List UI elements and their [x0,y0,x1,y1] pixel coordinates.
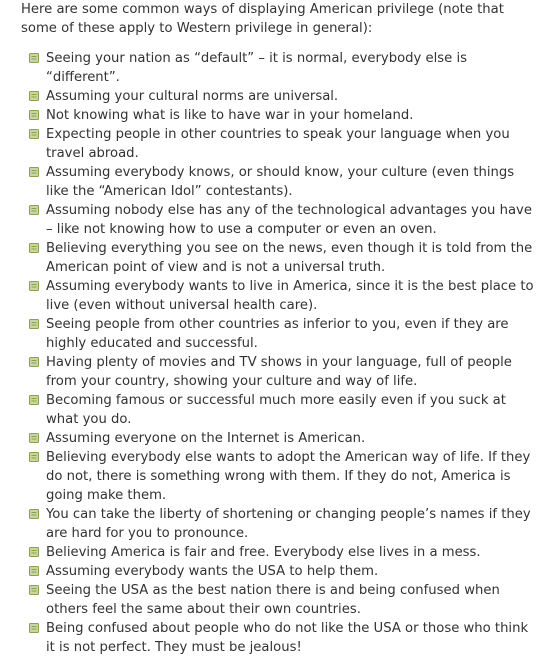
note-bullet-icon [29,357,39,367]
list-item-text: Having plenty of movies and TV shows in your language, full of people from your country, showing your culture and way of life. [46,355,512,389]
list-item-text: Assuming everyone on the Internet is American. [46,431,366,446]
list-item [29,87,539,106]
privilege-list [29,49,539,657]
list-item-text: Becoming famous or successful much more easily even if you suck at what you do. [46,393,506,427]
list-item-text: Not knowing what is like to have war in your homeland. [46,108,414,123]
list-item [29,163,539,201]
intro-paragraph: Here are some common ways of displaying American privilege (note that some of these apply to Western privilege in general): [21,2,504,36]
note-bullet-icon [29,53,39,63]
list-item [29,201,539,239]
list-item-text: You can take the liberty of shortening or changing people’s names if they are hard for you to pronounce. [46,507,531,541]
list-item-text: Expecting people in other countries to speak your language when you travel abroad. [46,127,510,161]
note-bullet-icon [29,91,39,101]
note-bullet-icon [29,623,39,633]
note-bullet-icon [29,566,39,576]
list-item-text: Seeing people from other countries as inferior to you, even if they are highly educated and successful. [46,317,509,351]
note-bullet-icon [29,585,39,595]
note-bullet-icon [29,281,39,291]
list-item [29,581,539,619]
note-bullet-icon [29,110,39,120]
list-item [29,125,539,163]
list-item [29,315,539,353]
note-bullet-icon [29,452,39,462]
list-item [29,543,539,562]
list-item [29,353,539,391]
list-item-text: Assuming nobody else has any of the technological advantages you have – like not knowing how to use a computer or even an oven. [46,203,532,237]
list-item-text: Believing everything you see on the news, even though it is told from the American point of view and is not a universal truth. [46,241,533,275]
list-item [29,391,539,429]
list-item [29,562,539,581]
list-item-text: Assuming everybody wants the USA to help them. [46,564,379,579]
note-bullet-icon [29,547,39,557]
list-item-text: Believing America is fair and free. Everybody else lives in a mess. [46,545,481,560]
note-bullet-icon [29,205,39,215]
list-item-text: Seeing your nation as “default” – it is normal, everybody else is “different”. [46,51,468,85]
list-item-text: Seeing the USA as the best nation there is and being confused when others feel the same about their own countries. [46,583,500,617]
list-item-text: Being confused about people who do not like the USA or those who think it is not perfect. They must be jealous! [46,621,529,655]
list-item [29,49,539,87]
list-item [29,239,539,277]
list-item [29,448,539,505]
note-bullet-icon [29,395,39,405]
list-item [29,619,539,657]
list-item [29,106,539,125]
list-item [29,505,539,543]
list-item [29,277,539,315]
note-bullet-icon [29,129,39,139]
note-bullet-icon [29,433,39,443]
note-bullet-icon [29,509,39,519]
note-bullet-icon [29,243,39,253]
list-item [29,429,539,448]
list-item-text: Believing everybody else wants to adopt the American way of life. If they do not, there is something wrong with them. If they do not, America is going make them. [46,450,531,503]
list-item-text: Assuming everybody knows, or should know, your culture (even things like the “American Idol” contestants). [46,165,515,199]
note-bullet-icon [29,167,39,177]
list-item-text: Assuming your cultural norms are universal. [46,89,339,104]
list-item-text: Assuming everybody wants to live in America, since it is the best place to live (even without universal health care). [46,279,534,313]
note-bullet-icon [29,319,39,329]
